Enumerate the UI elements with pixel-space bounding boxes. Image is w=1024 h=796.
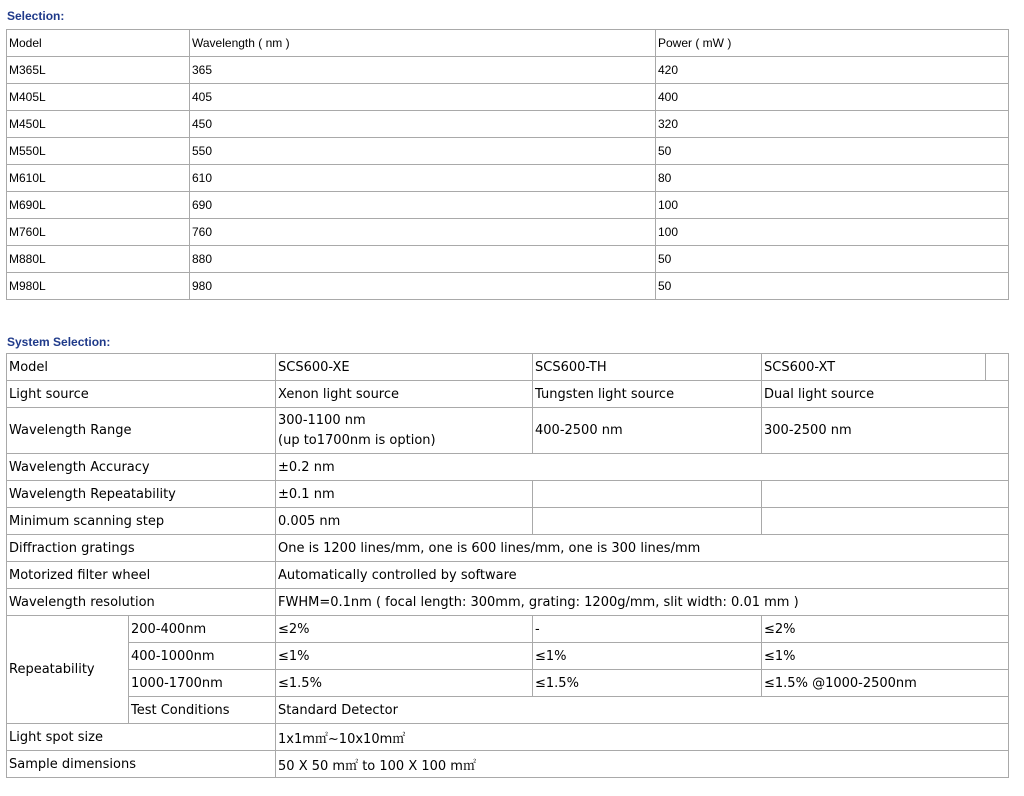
cell-model: M610L <box>7 165 190 192</box>
empty-cell <box>762 508 1009 535</box>
light-source-xe: Xenon light source <box>276 381 533 408</box>
filter-wheel-label: Motorized filter wheel <box>7 562 276 589</box>
table-row <box>7 508 1009 535</box>
wavelength-range-label: Wavelength Range <box>7 408 276 454</box>
cell-power: 50 <box>656 138 1009 165</box>
cell-power: 80 <box>656 165 1009 192</box>
cell-wavelength: 405 <box>190 84 656 111</box>
light-source-label: Light source <box>7 381 276 408</box>
table-row <box>7 354 1009 381</box>
table-row <box>7 535 1009 562</box>
wavelength-accuracy-label: Wavelength Accuracy <box>7 454 276 481</box>
repeatability-xe: ≤2% <box>276 616 533 643</box>
cell-model: M550L <box>7 138 190 165</box>
cell-model: M690L <box>7 192 190 219</box>
cell-wavelength: 760 <box>190 219 656 246</box>
system-selection-table <box>6 353 1009 778</box>
cell-power: 420 <box>656 57 1009 84</box>
repeatability-xt: ≤1% <box>762 643 1009 670</box>
resolution-value: FWHM=0.1nm ( focal length: 300mm, grating: 1200g/mm, slit width: 0.01 mm ) <box>276 589 1009 616</box>
empty-cell <box>762 481 1009 508</box>
header-power: Power ( mW ) <box>656 30 1009 57</box>
test-conditions-label: Test Conditions <box>129 697 276 724</box>
table-row <box>7 670 1009 697</box>
repeatability-th: ≤1% <box>533 643 762 670</box>
cell-model: M405L <box>7 84 190 111</box>
cell-power: 100 <box>656 219 1009 246</box>
table-row <box>7 246 1009 273</box>
light-source-xt: Dual light source <box>762 381 1009 408</box>
selection-title: Selection: <box>7 9 65 23</box>
model-xt: SCS600-XT <box>762 354 986 381</box>
table-row <box>7 381 1009 408</box>
table-row <box>7 454 1009 481</box>
cell-model: M880L <box>7 246 190 273</box>
cell-wavelength: 690 <box>190 192 656 219</box>
test-conditions-value: Standard Detector <box>276 697 1009 724</box>
wavelength-range-xt: 300-2500 nm <box>762 408 1009 454</box>
empty-cell <box>986 354 1009 381</box>
resolution-label: Wavelength resolution <box>7 589 276 616</box>
sample-dim-value: 50 X 50 m㎡ to 100 X 100 m㎡ <box>276 751 1009 778</box>
table-row <box>7 111 1009 138</box>
wavelength-range-xe <box>276 408 533 454</box>
cell-power: 50 <box>656 246 1009 273</box>
repeatability-th: - <box>533 616 762 643</box>
repeatability-xe: ≤1% <box>276 643 533 670</box>
light-source-th: Tungsten light source <box>533 381 762 408</box>
wavelength-range-xe-line1: 300-1100 nm <box>278 412 366 428</box>
model-xe: SCS600-XE <box>276 354 533 381</box>
empty-cell <box>533 508 762 535</box>
gratings-value: One is 1200 lines/mm, one is 600 lines/mm, one is 300 lines/mm <box>276 535 1009 562</box>
model-th: SCS600-TH <box>533 354 762 381</box>
cell-wavelength: 610 <box>190 165 656 192</box>
gratings-label: Diffraction gratings <box>7 535 276 562</box>
cell-power: 320 <box>656 111 1009 138</box>
cell-power: 50 <box>656 273 1009 300</box>
model-label: Model <box>7 354 276 381</box>
table-row <box>7 481 1009 508</box>
table-row <box>7 165 1009 192</box>
filter-wheel-value: Automatically controlled by software <box>276 562 1009 589</box>
cell-model: M980L <box>7 273 190 300</box>
spot-size-value: 1x1m㎡~10x10m㎡ <box>276 724 1009 751</box>
repeatability-range: 1000-1700nm <box>129 670 276 697</box>
min-scan-step-label: Minimum scanning step <box>7 508 276 535</box>
table-row <box>7 84 1009 111</box>
selection-table <box>6 29 1009 300</box>
cell-power: 400 <box>656 84 1009 111</box>
wavelength-repeatability-label: Wavelength Repeatability <box>7 481 276 508</box>
repeatability-th: ≤1.5% <box>533 670 762 697</box>
table-row <box>7 589 1009 616</box>
cell-wavelength: 365 <box>190 57 656 84</box>
cell-model: M450L <box>7 111 190 138</box>
wavelength-range-xe-line2: (up to1700nm is option) <box>278 432 436 448</box>
wavelength-range-th: 400-2500 nm <box>533 408 762 454</box>
cell-wavelength: 450 <box>190 111 656 138</box>
repeatability-range: 400-1000nm <box>129 643 276 670</box>
table-row <box>7 616 1009 643</box>
cell-wavelength: 550 <box>190 138 656 165</box>
spot-size-label: Light spot size <box>7 724 276 751</box>
table-row <box>7 192 1009 219</box>
table-row <box>7 408 1009 454</box>
repeatability-xe: ≤1.5% <box>276 670 533 697</box>
cell-wavelength: 980 <box>190 273 656 300</box>
table-header-row <box>7 30 1009 57</box>
table-row <box>7 751 1009 778</box>
sample-dim-label: Sample dimensions <box>7 751 276 778</box>
header-model: Model <box>7 30 190 57</box>
repeatability-range: 200-400nm <box>129 616 276 643</box>
repeatability-xt: ≤2% <box>762 616 1009 643</box>
cell-wavelength: 880 <box>190 246 656 273</box>
header-wavelength: Wavelength ( nm ) <box>190 30 656 57</box>
empty-cell <box>533 481 762 508</box>
table-row <box>7 273 1009 300</box>
wavelength-repeatability-value: ±0.1 nm <box>276 481 533 508</box>
repeatability-label: Repeatability <box>7 616 129 724</box>
table-row <box>7 138 1009 165</box>
table-row <box>7 562 1009 589</box>
repeatability-xt: ≤1.5% @1000-2500nm <box>762 670 1009 697</box>
system-selection-title: System Selection: <box>7 335 111 349</box>
table-row <box>7 643 1009 670</box>
min-scan-step-value: 0.005 nm <box>276 508 533 535</box>
cell-power: 100 <box>656 192 1009 219</box>
wavelength-accuracy-value: ±0.2 nm <box>276 454 1009 481</box>
cell-model: M365L <box>7 57 190 84</box>
table-row <box>7 57 1009 84</box>
table-row <box>7 219 1009 246</box>
table-row <box>7 724 1009 751</box>
table-row <box>7 697 1009 724</box>
cell-model: M760L <box>7 219 190 246</box>
